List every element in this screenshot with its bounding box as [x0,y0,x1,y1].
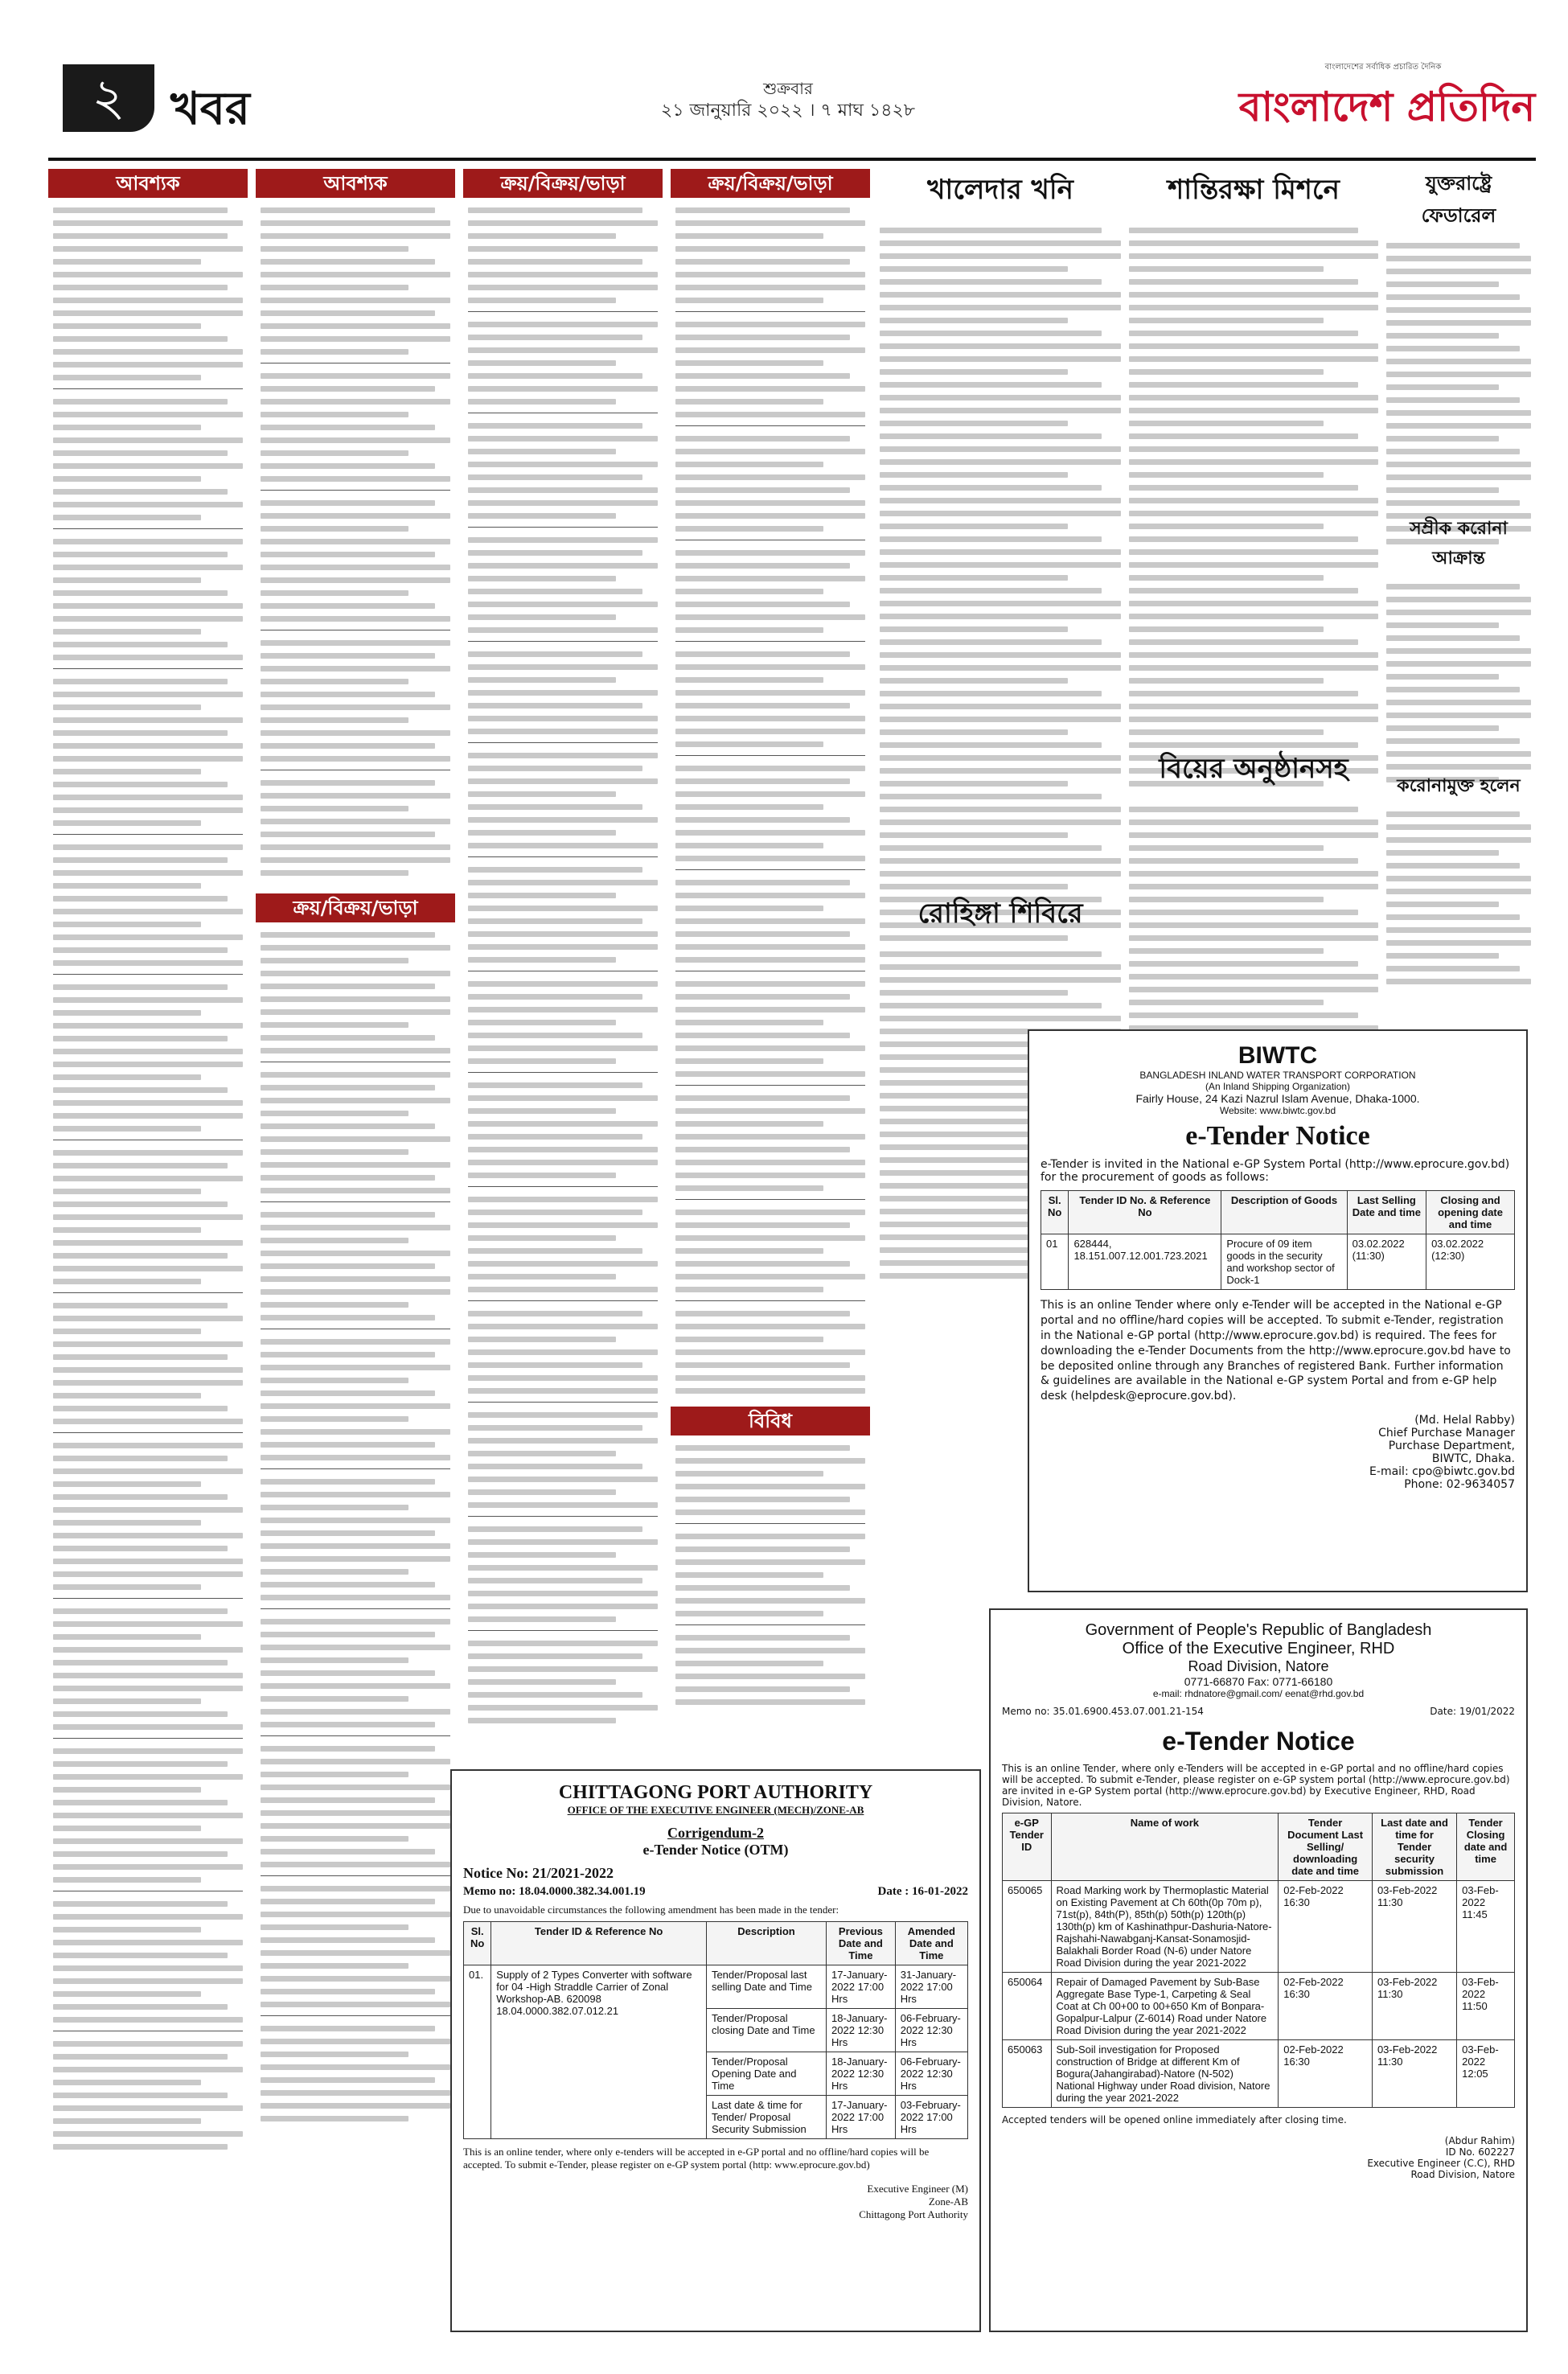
table-header: Description [706,1922,826,1965]
table-cell: 628444, 18.151.007.12.001.723.2021 [1069,1234,1221,1290]
org-subtitle: (An Inland Shipping Organization) [1205,1081,1351,1092]
column-header: ক্রয়/বিক্রয়/ভাড়া [671,169,870,198]
signatory-id: ID No. 602227 [1445,2146,1515,2158]
table-cell: Supply of 2 Types Converter with software for 04 -High Straddle Carrier of Zonal Workshop-AB. 620098 18.04.0000.382.07.012.21 [491,1965,707,2139]
table-cell: 03-Feb-2022 11:45 [1457,1881,1515,1973]
signatory-phone: Phone: 02-9634057 [1404,1478,1515,1492]
table-cell: 03-Feb-2022 11:50 [1457,1973,1515,2040]
gov-title: Government of People's Republic of Bangladesh [1085,1621,1432,1639]
headline: করোনামুক্ত হলেন [1397,775,1521,796]
column-subheader: ক্রয়/বিক্রয়/ভাড়া [256,893,455,922]
tender-intro: e-Tender is invited in the National e-GP System Portal (http://www.eprocure.gov.bd) for the procurement of goods as follows: [1041,1158,1510,1184]
headline: বিয়ের অনুষ্ঠানসহ [1159,753,1348,785]
table-header: Closing and opening date and time [1426,1191,1515,1234]
table-cell: Tender/Proposal last selling Date and Time [706,1965,826,2009]
table-cell: Road Marking work by Thermoplastic Material on Existing Pavement at Ch 60th(0p 70m p), 71st(p), 84th(P), 85th(p) 50th(p) 120th(p) 130th(p) km of Kashinathpur-Dashuria-Natore-Rajshahi-Nawabganj-Kansat-Sonamosjid-Balakhali Border Road (N-6) under Natore Road Division during the year 2021-2022 [1051,1881,1279,1973]
issue-date: ২১ জানুয়ারি ২০২২ । ৭ মাঘ ১৪২৮ [660,101,916,121]
page-number: ২ [63,64,154,132]
table-cell: 06-February-2022 12:30 Hrs [895,2052,967,2096]
news-usa [1386,169,1531,515]
news-corona-recovered [1386,772,1531,1021]
table-cell: 01 [1041,1234,1069,1290]
table-header: Amended Date and Time [895,1922,967,1965]
tender-title: e-Tender Notice [1185,1121,1370,1151]
signatory-name: (Abdur Rahim) [1444,2135,1515,2146]
article-body [1129,215,1378,787]
table-row [1041,1234,1515,1290]
column-header: আবশ্যক [48,169,248,198]
table-cell: Procure of 09 item goods in the security and workshop sector of Dock-1 [1221,1234,1347,1290]
classified-text-block [48,198,248,2150]
table-row [1003,1881,1515,1973]
article-body [1129,794,1378,1057]
article-body [880,215,1121,941]
section-title: খবর [170,82,250,135]
notice-date: Date : 16-01-2022 [877,1885,968,1898]
signatory-title: Executive Engineer (C.C), RHD [1367,2158,1515,2169]
table-header: e-GP Tender ID [1003,1813,1052,1881]
headline: যুক্তরাষ্ট্রে ফেডারেল [1421,171,1496,227]
signatory-dept: Purchase Department, [1388,1440,1515,1453]
signatory-block [1041,1414,1515,1491]
table-header: Tender Document Last Selling/ downloading date and time [1279,1813,1373,1881]
issue-day: শুক্রবার [763,79,813,98]
amendment-intro: Due to unavoidable circumstances the following amendment has been made in the tender: [463,1904,839,1916]
table-cell: 650064 [1003,1973,1052,2040]
division-title: Road Division, Natore [1188,1658,1329,1674]
table-cell: 03-Feb-2022 12:05 [1457,2040,1515,2108]
table-cell: 03.02.2022 (11:30) [1347,1234,1426,1290]
headline: শান্তিরক্ষা মিশনে [1168,174,1340,206]
office-phone: 0771-66870 Fax: 0771-66180 [1184,1675,1333,1688]
signatory-title: Executive Engineer (M) [867,2183,968,2195]
classified-text-block [256,198,455,876]
article-body [1386,233,1531,544]
classified-column-3 [463,169,663,1769]
cpa-tender-notice [450,1769,981,2332]
news-wedding [1129,748,1378,1021]
classified-column-1 [48,169,248,2340]
column-subheader: বিবিধ [671,1407,870,1435]
classified-column-4 [671,169,870,1769]
logo-tagline: বাংলাদেশের সর্বাধিক প্রচারিত দৈনিক [1324,63,1442,72]
signatory-org: BIWTC, Dhaka. [1431,1452,1515,1466]
rhd-tender-notice [989,1608,1528,2332]
table-header: Sl. No [464,1922,491,1965]
table-cell: Tender/Proposal closing Date and Time [706,2009,826,2052]
amendment-table [463,1921,968,2139]
org-name: BIWTC [1238,1042,1318,1069]
table-cell: Repair of Damaged Pavement by Sub-Base Aggregate Base Type-1, Carpeting & Seal Coat at Ch 00+00 to 00+650 Km of Bonpara-Gopalpur-Lalpur (Z-6014) Road under Natore Road Division during the year 2021-2022 [1051,1973,1279,2040]
headline: খালেদার খনি [927,174,1073,206]
table-header: Description of Goods [1221,1191,1347,1234]
article-body [1386,574,1531,782]
org-address: Fairly House, 24 Kazi Nazrul Islam Avenue, Dhaka-1000. [1135,1092,1420,1105]
tender-body: This is an online Tender where only e-Tender will be accepted in the National e-GP portal and no offline/hard copies will be accepted. To submit e-Tender, registration in the National e-GP portal (http://www.eprocure.gov.bd) is required. The fees for downloading the e-Tender Documents from the http://www.eprocure.gov.bd have to be deposited online through any Branches of registered Bank. Further information & guidelines are available in the National e-GP system Portal and from e-GP help desk (helpdesk@eprocure.gov.bd). [1041,1299,1511,1403]
article-body [1386,802,1531,984]
corrigendum: Corrigendum-2 [667,1825,764,1841]
column-header: ক্রয়/বিক্রয়/ভাড়া [463,169,663,198]
news-khaleda [880,169,1121,893]
signatory-name: (Md. Helal Rabby) [1414,1414,1515,1427]
table-cell: 02-Feb-2022 16:30 [1279,1881,1373,1973]
table-cell: 03.02.2022 (12:30) [1426,1234,1515,1290]
table-header: Last Selling Date and time [1347,1191,1426,1234]
tender-table [1041,1190,1515,1290]
signatory-block [463,2183,968,2221]
table-header: Sl. No [1041,1191,1069,1234]
table-cell: 01. [464,1965,491,2139]
memo-no: Memo no: 18.04.0000.382.34.001.19 [463,1885,646,1898]
org-name: CHITTAGONG PORT AUTHORITY [558,1782,873,1803]
table-cell: 03-February-2022 17:00 Hrs [895,2096,967,2139]
headline: রোহিঙ্গা শিবিরে [917,897,1083,930]
signatory-office: Road Division, Natore [1410,2169,1515,2180]
table-cell: 03-Feb-2022 11:30 [1372,1881,1456,1973]
table-cell: 18-January-2022 12:30 Hrs [827,2009,896,2052]
table-cell: 17-January-2022 17:00 Hrs [827,1965,896,2009]
table-header: Tender Closing date and time [1457,1813,1515,1881]
table-cell: Last date & time for Tender/ Proposal Security Submission [706,2096,826,2139]
classified-text-block [671,198,870,1394]
table-cell: 17-January-2022 17:00 Hrs [827,2096,896,2139]
news-shantiraksha [1129,169,1378,748]
classified-text-block [256,922,455,2121]
table-cell: Tender/Proposal Opening Date and Time [706,2052,826,2096]
news-corona-wife [1386,515,1531,772]
office-title: Office of the Executive Engineer, RHD [1122,1640,1395,1657]
masthead [0,0,1568,161]
table-cell: 650065 [1003,1881,1052,1973]
table-header: Name of work [1051,1813,1279,1881]
table-row [464,1965,968,2009]
table-row [1003,1973,1515,2040]
signatory-block [1002,2135,1515,2180]
table-header: Tender ID & Reference No [491,1922,707,1965]
notice-no: Notice No: 21/2021-2022 [463,1865,614,1881]
org-website: Website: www.biwtc.gov.bd [1219,1105,1336,1116]
notice-date: Date: 19/01/2022 [1430,1706,1515,1717]
table-cell: Sub-Soil investigation for Proposed construction of Bridge at different Km of Bogura(Jahangirabad)-Natore (N-502) National Highway under Road division, Natore during the year 2021-2022 [1051,2040,1279,2108]
headline: সম্রীক করোনা আক্রান্ত [1410,518,1508,569]
classified-text-block [671,1435,870,1705]
table-cell: 18-January-2022 12:30 Hrs [827,2052,896,2096]
table-cell: 02-Feb-2022 16:30 [1279,2040,1373,2108]
tender-title: e-Tender Notice [1162,1727,1355,1756]
table-cell: 650063 [1003,2040,1052,2108]
table-cell: 03-Feb-2022 11:30 [1372,2040,1456,2108]
column-header: আবশ্যক [256,169,455,198]
classified-column-2 [256,169,455,2340]
table-cell: 02-Feb-2022 16:30 [1279,1973,1373,2040]
biwtc-tender-notice [1028,1029,1528,1592]
signatory-email: E-mail: cpo@biwtc.gov.bd [1369,1465,1515,1479]
tender-intro: This is an online Tender, where only e-Tenders will be accepted in e-GP portal and no offline/hard copies will be accepted. To submit e-Tender, please register on e-GP system portal (http://www.eprocure.gov.bd) are invited in e-GP System portal (http://www.eprocure.gov.bd) by Executive Engineer, RHD, Road Division, Natore. [1002,1763,1510,1808]
classified-text-block [463,198,663,1723]
tender-footer: This is an online tender, where only e-tenders will be accepted in e-GP portal and no offline/hard copies will be accepted. To submit e-Tender, please register on e-GP system portal (http: www.eprocure.gov.bd) [463,2146,930,2171]
tender-footer: Accepted tenders will be opened online immediately after closing time. [1002,2114,1347,2126]
table-row [1003,2040,1515,2108]
signatory-title: Chief Purchase Manager [1378,1427,1515,1440]
table-cell: 06-February-2022 12:30 Hrs [895,2009,967,2052]
office-email: e-mail: rhdnatore@gmail.com/ eenat@rhd.gov.bd [1152,1688,1365,1699]
org-full-name: BANGLADESH INLAND WATER TRANSPORT CORPORATION [1139,1070,1416,1081]
signatory-zone: Zone-AB [928,2195,968,2208]
table-cell: 03-Feb-2022 11:30 [1372,1973,1456,2040]
tender-type: e-Tender Notice (OTM) [642,1842,789,1858]
table-header: Tender ID No. & Reference No [1069,1191,1221,1234]
table-cell: 31-January-2022 17:00 Hrs [895,1965,967,2009]
org-office: OFFICE OF THE EXECUTIVE ENGINEER (MECH)/ZONE-AB [567,1804,864,1816]
memo-no: Memo no: 35.01.6900.453.07.001.21-154 [1002,1706,1204,1717]
signatory-org: Chittagong Port Authority [859,2208,968,2220]
newspaper-logo: বাংলাদেশ প্রতিদিন [1238,83,1536,130]
table-header: Previous Date and Time [827,1922,896,1965]
tender-table [1002,1813,1515,2108]
masthead-rule [48,158,1536,161]
table-header: Last date and time for Tender security submission [1372,1813,1456,1881]
